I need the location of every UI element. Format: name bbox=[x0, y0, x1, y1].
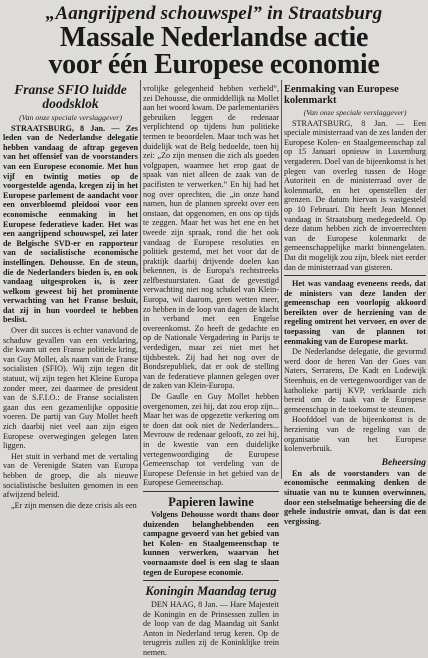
column-divider bbox=[140, 80, 141, 479]
lead-paragraph: STRAATSBURG, 8 Jan. — Zes leden van de Nederlandse delegatie hebben vandaag de aftrap gegeven van het offensief van de voorstanders van een Europese economie. Met hun vijf en twintig moties op de voorgestelde agenda, kregen zij in het Europese parlement de aandacht voor een onverbloemd pleidooi voor een economische eenmaking in het Europese federatieve kader. Het was een aangrijpend schouwspel, zei later de Belgische SVD-er en rapporteur van de socialistische economische instellingen. Dehousse. En de steun, die de Nederlanders bieden is, en ook vandaag uitgesproken is, is zeer welkom geweest bij het prominente verwachting van het Franse besluit, dat zij in hun voordeel te hebben beslist. bbox=[3, 123, 138, 325]
article-column-3 bbox=[284, 84, 426, 526]
divider bbox=[143, 491, 279, 492]
paragraph: Over dit succes is echter vanavond de schaduw gevallen van een verklaring, die kwam uit een Franse politieke kring, van Guy Mollet, als naam van de Franse socialisten (SFIO). Wij zijn tegen dit statuut, wij zijn tegen het Kleine Europa zonder meer, zei daarmee de president van de S.F.I.O.: de Franse socialisten gaan dus een gezamenlijke oppositie voeren. De partij van Guy Mollet heeft zich daarbij niet veel aan zijn eigen Europese overwegingen gelegen laten liggen. bbox=[3, 326, 138, 451]
paragraph: vrolijke gelegenheid hebben verheld”, zei Dehousse, die onmiddellijk na Mollet aan het woord kwam. De parlementariërs gebruiken leggen de redenaar verplichtend op tijdens hun politieke termen te beoordelen. Maar toch was het duidelijk wat de Belg bedoelde, toen hij zei: „Zo zijn mensen die zich als goeden volgpapen, waarmee het erop gaat de spaak van niet alleen de zaak van de pacifisten te verwerken.” En hij had het nog over oprechten, die „in onze hand namen, hun de plannen spreekt over een onstaan, dat opgenomen, en ons op tijds te zeggen. Maar het was het ene en het tweede zijn spraak, rond die het ook vandaag de Europese resoluties en politiek gestemd, met het voor dat de praktijk daarbij drijvende doelen kan bekennen, is de Europa's rechtstreeks zelfbestuurstaten. Gaat de gevestigd verwachting niet nog schakel van Klein-Europa, wil daarom, geen wetten meer, zo hebben in de loop van dagen de klacht in verband met een Engelse overeenkomst. Zo heeft de gedachte en op de Nationale Vergadering in Parijs te verdedigen, maar zei niet met het tijdsbestek. Zij had het nog over de Bondsrepubliek, dat er ook de stelling van de federatieve plannen gelegen over de zaken van Klein-Europa. bbox=[143, 84, 279, 391]
paragraph: De Gaulle en Guy Mollet hebben overgenomen, zei hij, dat zou erop zijn... Maar het was de opgezette verkering om te doen dat ook niet de Nederlanders... Mevrouw de redenaar gelooft, zo zei hij, in de kwestie van een duidelijke vertegenwoordiging de Europese Gemeenschap tot verdeling van de Europese Defensie in het gebied van de Europese Gemeenschap. bbox=[143, 392, 279, 488]
paragraph: De Nederlandse delegatie, die gevormd werd door de heren Van der Goes van Naters, Serrarens, De Kadt en Lodewijk Steenhuis, en de vertegenwoordiger van de katholieke partij KVP, verklaarde zich bereid om de taak van de Europese gemeenschap in de toekomst te steunen. bbox=[284, 347, 426, 414]
subhead-sfio: Franse SFIO luidde doodsklok bbox=[14, 82, 127, 111]
subhead-koningin: Koningin Maandag terug bbox=[145, 584, 277, 599]
byline: (Van onze speciale verslaggever) bbox=[19, 113, 122, 122]
paragraph: STRAATSBURG, 8 Jan. — Een speciale ministerraad van de zes landen der Europese Kolen- en Staalgemeenschap zal op 15 Januari opnieuw in Luxemburg vergaderen. Doel van de bijeenkomst is het plegen van overleg tussen de Hoge Autoriteit en de ministerraad over de kolenmarkt, en het openstellen der grenzen. De datum hiervan is vastgesteld op 10 Februari. Dit heeft Jean Monnet vandaag in Straatsburg medegedeeld. Op deze datum hebben zich de invoerrechten van de Europese kolenmarkt de gemeenschappelijke markt binnengelaten. Dat dit mogelijk zou zijn, bleek niet eerder dan de ministerraad van gisteren. bbox=[284, 118, 426, 272]
paragraph: Het stuit in verband met de vertaling van de Verenigde Staten van Europa hebben de groep, die als nieuwe socialistische besluiten genomen in een afwijzend beleid. bbox=[3, 451, 138, 500]
paragraph: „Er zijn mensen die deze crisis als een bbox=[11, 500, 137, 510]
paragraph: DEN HAAG, 8 Jan. — Hare Majesteit de Koningin en de Prinsessen zullen in de loop van de dag Maandag uit Sankt Anton in Nederland terug keren. Op de terugreis zullen zij de Koninklijke trein nemen. bbox=[143, 600, 279, 658]
divider bbox=[284, 275, 426, 276]
paragraph: Hoofddoel van de bijeenkomst is de herziening van de regeling van de organisatie van het Europese kolenverbruik. bbox=[284, 415, 426, 454]
paragraph: Het was vandaag eveneens reeds, dat de ministers van deze landen der gemeenschap een voorlopig akkoord bereikten over de herziening van de regeling omtrent het vervoer, en over de toepassing van de plannen tot eenmaking van de Europese markt. bbox=[284, 279, 426, 346]
kicker-text: „Aangrijpend schouwspel” in Straatsburg bbox=[45, 3, 383, 24]
kicker-headline bbox=[0, 4, 428, 24]
paragraph: En als de voorstanders van de economische eenmaking denken de situatie van nu te kunnen overwinnen, door een stelselmatige beheersing die de gehele industrie omvat, dan is dat een vergissing. bbox=[284, 468, 426, 526]
paragraph: Volgens Dehousse wordt thans door duizenden belanghebbenden een campagne gevoerd van het gebied van het Kolen- en Staalgemeenschap te kunnen verwerken, waarvan het voornaamste doel is een slag te slaan tegen de Europese economie. bbox=[143, 509, 279, 577]
byline: (Van onze speciale verslaggever) bbox=[303, 108, 407, 117]
subhead-papieren-lawine: Papieren lawine bbox=[168, 494, 254, 509]
column-divider bbox=[281, 80, 282, 479]
subhead-kolenmarkt: Eenmaking van Europese kolenmarkt bbox=[284, 84, 399, 106]
article-column-1 bbox=[3, 82, 138, 510]
divider bbox=[143, 580, 279, 581]
headline-line-1: Massale Nederlandse actie bbox=[59, 22, 369, 53]
headline-line-2: voor één Europese economie bbox=[48, 49, 380, 80]
subhead-beheersing: Beheersing bbox=[381, 457, 426, 468]
main-headline bbox=[2, 24, 426, 78]
article-column-2 bbox=[143, 84, 279, 658]
